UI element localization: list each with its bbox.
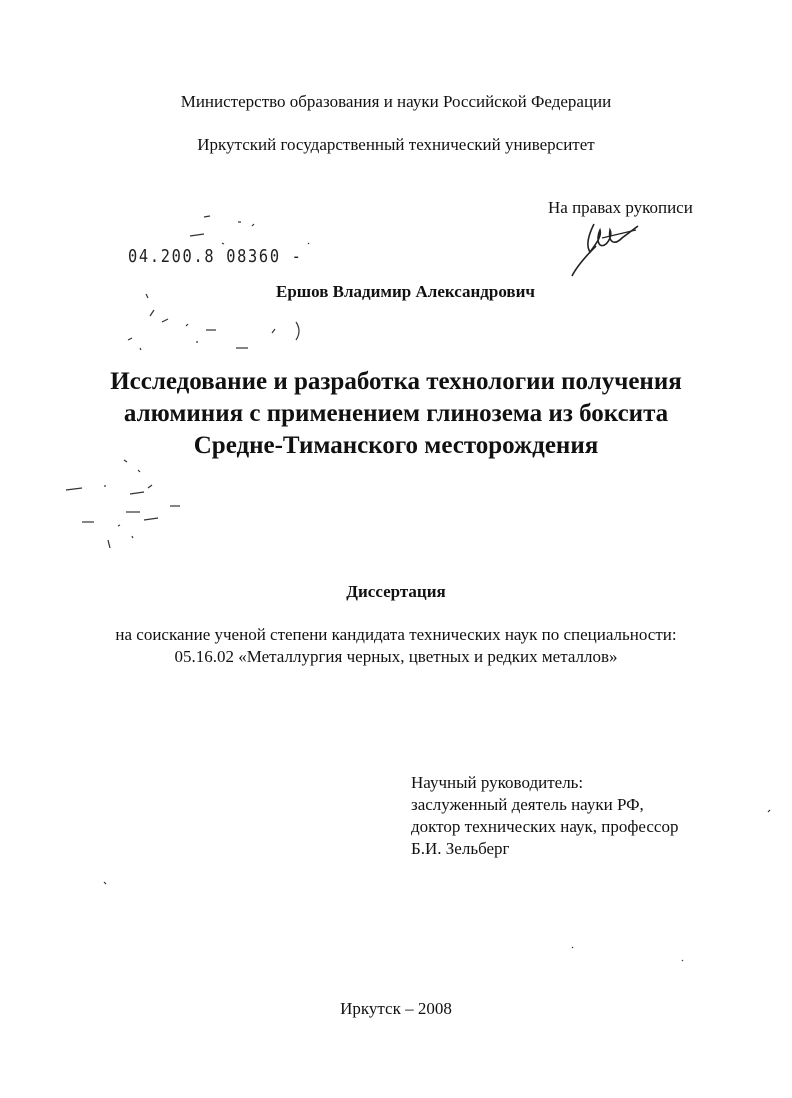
degree-line: на соискание ученой степени кандидата технических наук по специальности:	[115, 625, 677, 644]
author-name: Ершов Владимир Александрович	[276, 282, 535, 301]
title-line: алюминия с применением глинозема из боксита	[123, 400, 669, 427]
document-type: Диссертация	[346, 582, 446, 601]
city-year: Иркутск – 2008	[340, 999, 452, 1018]
supervisor-line: заслуженный деятель науки РФ,	[411, 795, 644, 814]
ministry-name: Министерство образования и науки Российской Федерации	[180, 92, 612, 111]
title-line: Исследование и разработка технологии получения	[110, 368, 682, 395]
archive-stamp: 04.200.8 08360 -	[128, 246, 303, 267]
supervisor-line: доктор технических наук, профессор	[411, 817, 679, 836]
supervisor-line: Б.И. Зельберг	[411, 839, 510, 858]
degree-line: 05.16.02 «Металлургия черных, цветных и редких металлов»	[174, 647, 618, 666]
supervisor-line: Научный руководитель:	[411, 773, 584, 792]
title-line: Средне-Тиманского месторождения	[193, 432, 599, 459]
rights-note: На правах рукописи	[548, 198, 693, 217]
university-name: Иркутский государственный технический университет	[197, 135, 595, 154]
